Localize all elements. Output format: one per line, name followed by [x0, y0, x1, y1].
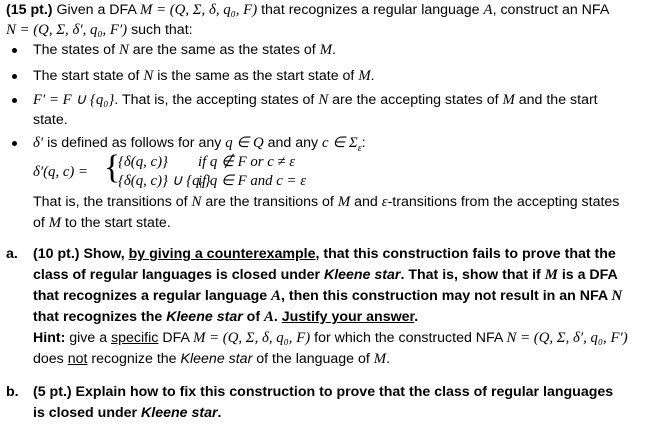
- case-1-expr: {δ(q, c)}: [118, 154, 168, 170]
- intro-text: Given a DFA: [52, 2, 141, 18]
- math-M-def: M = (Q, Σ, δ, q₀, F): [140, 2, 258, 18]
- intro-text: that recognizes a regular language: [257, 2, 484, 18]
- bullet-item-continuation: state.: [33, 112, 68, 128]
- bullet-dot: [12, 48, 17, 53]
- case-1-cond: if q ∉ F or c ≠ ε: [198, 154, 296, 170]
- intro-line-2: [6, 21, 193, 39]
- explanation-line-2: of M to the start state.: [33, 215, 171, 231]
- left-brace: {: [104, 149, 121, 186]
- case-2-expr: {δ(q, c)} ∪ {q₀}: [118, 173, 211, 189]
- bullet-item: The start state of N is the same as the start state of M.: [33, 68, 375, 84]
- bullet-item: The states of N are the same as the states of M.: [33, 42, 336, 58]
- part-a-line-2: class of regular languages is closed under Kleene star. That is, show that if M is a DFA: [33, 267, 618, 283]
- explanation-line-1: That is, the transitions of N are the transitions of M and ε-transitions from the accepting states: [33, 194, 620, 210]
- math-N-def: N = (Q, Σ, δ′, q₀, F′): [6, 22, 128, 38]
- definition-lhs: δ′(q, c) =: [33, 164, 89, 180]
- intro-text: , construct an NFA: [492, 2, 610, 18]
- part-a-label: a.: [6, 246, 18, 262]
- part-b-line-1: (5 pt.) Explain how to fix this construction to prove that the class of regular languages: [33, 384, 614, 400]
- points-label: (15 pt.): [6, 2, 53, 18]
- bullet-item: F′ = F ∪ {q₀}. That is, the accepting states of N are the accepting states of M and the start: [33, 92, 598, 108]
- part-a-line-1: (10 pt.) Show, by giving a counterexample, that this construction fails to prove that the: [33, 246, 616, 262]
- math-A: A: [483, 2, 493, 18]
- bullet-dot: [12, 141, 17, 146]
- bullet-dot: [12, 74, 17, 79]
- intro-line-1: [6, 1, 609, 19]
- bullet-item: δ′ is defined as follows for any q ∈ Q and any c ∈ $\Sigma_\varepsilon$:: [33, 135, 366, 154]
- part-a-line-4: that recognizes the Kleene star of A. Justify your answer.: [33, 309, 419, 325]
- part-a-line-6: does not recognize the Kleene star of the language of M.: [33, 351, 391, 367]
- part-b-line-2: is closed under Kleene star.: [33, 405, 222, 421]
- case-2-cond: if q ∈ F and c = ε: [198, 173, 307, 189]
- intro-text: such that:: [127, 22, 193, 38]
- part-a-hint: Hint: give a specific DFA M = (Q, Σ, δ, q₀, F) for which the constructed NFA N = (Q, Σ, δ′, q₀, F′): [33, 330, 628, 346]
- part-a-line-3: that recognizes a regular language A, then this construction may not result in an NFA N: [33, 288, 623, 304]
- bullet-dot: [12, 98, 17, 103]
- part-b-label: b.: [6, 384, 19, 400]
